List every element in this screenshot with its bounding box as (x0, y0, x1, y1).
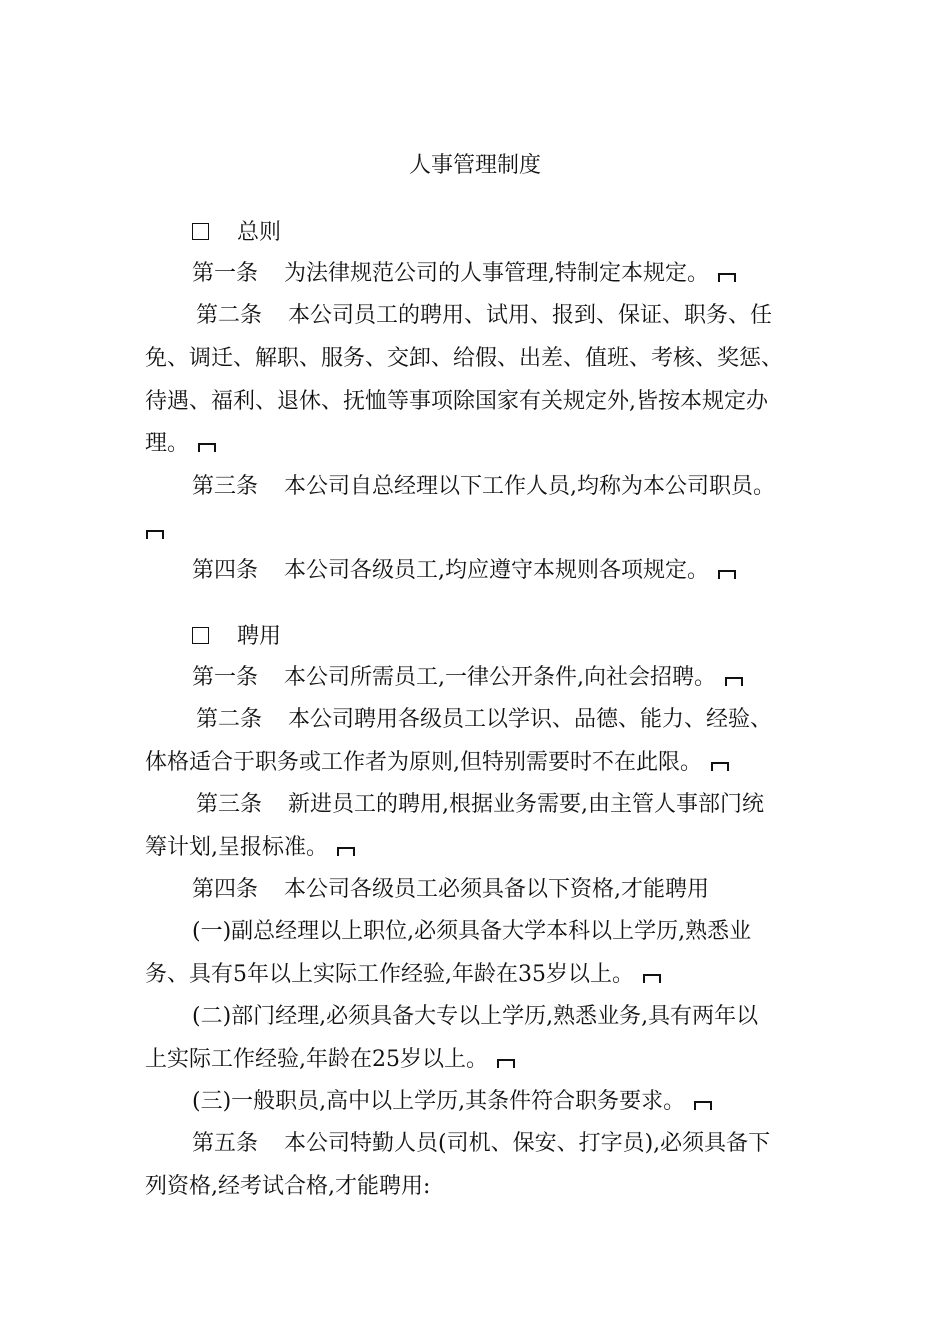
paragraph-mark-icon (336, 844, 356, 858)
checkbox-square-icon (192, 223, 209, 240)
article-text: 筹计划,呈报标准。 (145, 835, 328, 860)
article-label: 第一条 (192, 665, 259, 690)
article-3-general (192, 472, 775, 502)
article-text: 本公司各级员工必须具备以下资格,才能聘用 (284, 877, 710, 902)
article-2-hiring-line2 (145, 748, 730, 778)
article-1-hiring (192, 663, 744, 693)
article-5-hiring-line1 (192, 1129, 770, 1159)
paragraph-mark-icon (496, 1056, 516, 1070)
article-label: 第二条 (196, 303, 263, 328)
article-label: 第三条 (192, 474, 259, 499)
paragraph-mark-icon (717, 270, 737, 284)
article-3-hiring-line2 (145, 833, 356, 863)
section-heading-hiring (192, 622, 281, 652)
paragraph-mark-icon (642, 971, 662, 985)
article-text: 本公司自总经理以下工作人员,均称为本公司职员。 (284, 474, 776, 499)
paragraph-mark-icon (693, 1098, 713, 1112)
article-label: 第四条 (192, 877, 259, 902)
article-1-general (192, 259, 737, 289)
article-text: 本公司所需员工,一律公开条件,向社会招聘。 (284, 665, 717, 690)
article-2-general-line3: 待遇、福利、退休、抚恤等事项除国家有关规定外,皆按本规定办 (145, 389, 768, 414)
paragraph-mark-icon (197, 440, 217, 454)
article-text: 本公司聘用各级员工以学识、品德、能力、经验、 (288, 707, 773, 732)
article-text: 本公司员工的聘用、试用、报到、保证、职务、任 (288, 303, 773, 328)
item-2-line2 (145, 1045, 516, 1075)
article-text: 理。 (145, 431, 190, 456)
article-2-general-line4 (145, 429, 217, 459)
article-4-general (192, 556, 737, 586)
item-3 (192, 1087, 713, 1117)
article-label: 第三条 (196, 792, 263, 817)
article-3-general-mark-line (145, 516, 165, 546)
paragraph-mark-icon (145, 527, 165, 541)
section-heading-general (192, 218, 281, 248)
article-2-general-line2: 免、调迁、解职、服务、交卸、给假、出差、值班、考核、奖惩、 (145, 346, 784, 371)
article-label: 第四条 (192, 558, 259, 583)
checkbox-square-icon (192, 627, 209, 644)
article-3-hiring-line1 (196, 790, 764, 820)
paragraph-mark-icon (724, 674, 744, 688)
item-1-line1: (一)副总经理以上职位,必须具备大学本科以上学历,熟悉业 (192, 919, 752, 944)
article-text: (三)一般职员,高中以上学历,其条件符合职务要求。 (192, 1089, 686, 1114)
paragraph-mark-icon (710, 759, 730, 773)
page-title: 人事管理制度 (408, 153, 541, 178)
article-text: 本公司各级员工,均应遵守本规则各项规定。 (284, 558, 710, 583)
article-text: 上实际工作经验,年龄在25岁以上。 (145, 1047, 488, 1072)
article-text: 本公司特勤人员(司机、保安、打字员),必须具备下 (284, 1131, 771, 1156)
article-label: 第二条 (196, 707, 263, 732)
article-text: 新进员工的聘用,根据业务需要,由主管人事部门统 (288, 792, 765, 817)
article-text: 体格适合于职务或工作者为原则,但特别需要时不在此限。 (145, 750, 702, 775)
article-4-hiring (192, 875, 709, 905)
article-text: 为法律规范公司的人事管理,特制定本规定。 (284, 261, 710, 286)
article-2-hiring-line1 (196, 705, 772, 735)
section-heading-label: 聘用 (237, 624, 282, 649)
item-1-line2 (145, 960, 662, 990)
section-heading-label: 总则 (237, 220, 282, 245)
article-text: 务、具有5年以上实际工作经验,年龄在35岁以上。 (145, 962, 634, 987)
article-label: 第五条 (192, 1131, 259, 1156)
item-2-line1: (二)部门经理,必须具备大专以上学历,熟悉业务,具有两年以 (192, 1004, 759, 1029)
paragraph-mark-icon (717, 567, 737, 581)
article-2-general-line1 (196, 301, 772, 331)
article-label: 第一条 (192, 261, 259, 286)
article-5-hiring-line2: 列资格,经考试合格,才能聘用: (145, 1174, 431, 1199)
